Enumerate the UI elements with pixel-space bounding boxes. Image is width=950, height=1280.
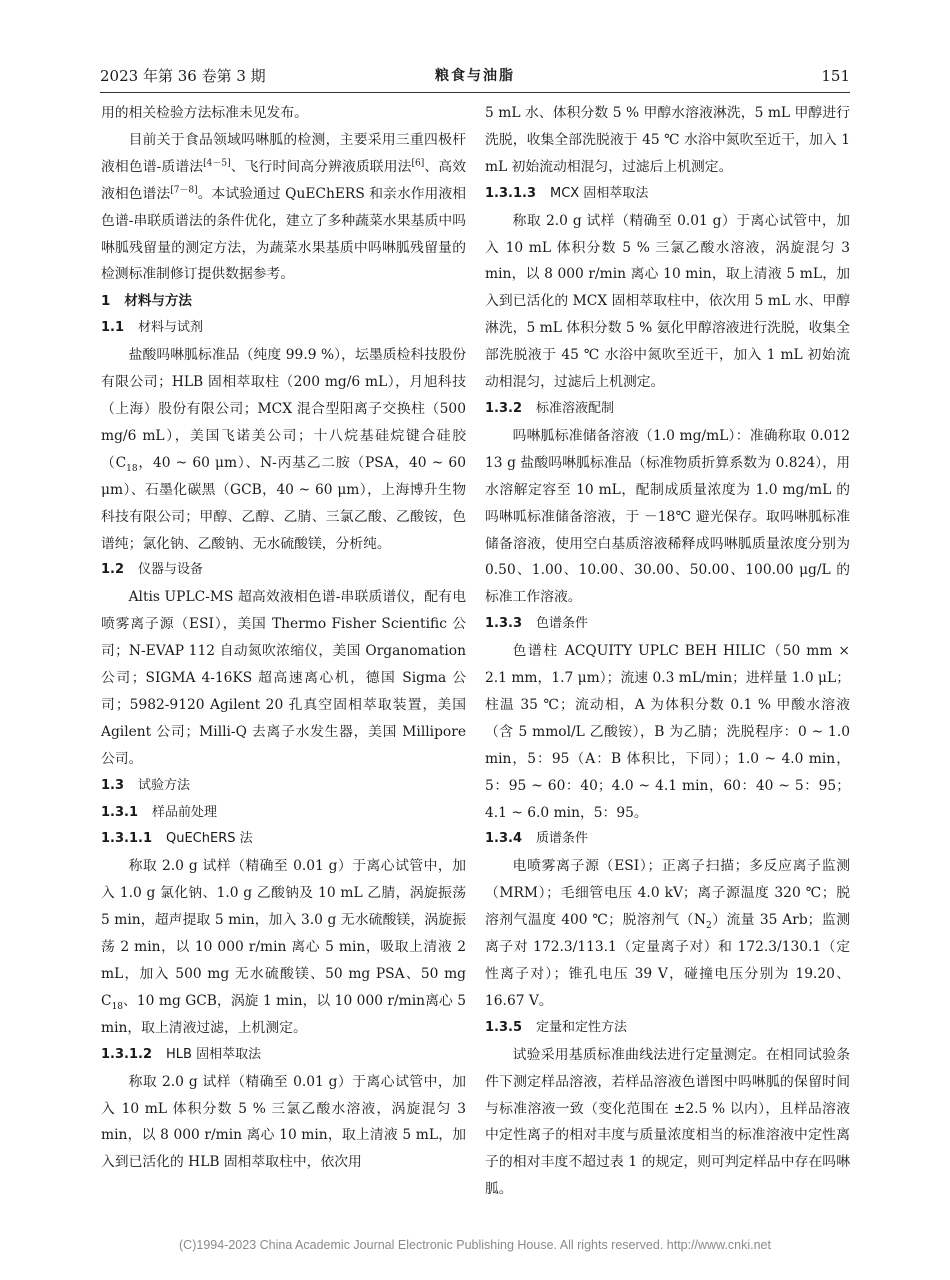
paragraph-chromatography: 色谱柱 ACQUITY UPLC BEH HILIC（50 mm × 2.1 mm，1.7 μm）；流速 0.3 mL/min；进样量 1.0 μL；柱温 35 ℃；流动相，A 为体积分数 0.1 % 甲酸水溶液（含 5 mmol/L 乙酸铵），B 为乙腈；洗脱程序：0 ~ 1.0 min，5：95（A：B 体积比，下同）；1.0 ~ 4.0 min，5：95 ~ 60：40；4.0 ~ 4.1 min，60：40 ~ 5：95；4.1 ~ 6.0 min，5：95。: [485, 643, 850, 821]
paragraph-quechers: 称取 2.0 g 试样（精确至 0.01 g）于离心试管中，加入 1.0 g 氯化钠、1.0 g 乙酸钠及 10 mL 乙腈，涡旋振荡 5 min，超声提取 5 min，加入 3.0 g 无水硫酸镁，涡旋振荡 2 min，以 10 000 r/min 离心 5 min，吸取上清液 2 mL，加入 500 mg 无水硫酸镁、50 mg PSA、50 mg $C_{18}$、10 mg GCB，涡旋 1 min，以 10 000 r/min离心 5 min，取上清液过滤，上机测定。: [101, 858, 466, 1036]
citation: [4－5]: [203, 158, 231, 169]
paragraph-continued: 用的相关检验方法标准未见发布。: [101, 105, 308, 121]
citation: [7－8]: [170, 185, 198, 196]
running-header: [100, 62, 850, 90]
paragraph-instruments: Altis UPLC-MS 超高效液相色谱-串联质谱仪，配有电喷雾离子源（ESI），美国 Thermo Fisher Scientific 公司；N-EVAP 112 自动氮吹浓缩仪，美国 Organomation 公司；SIGMA 4-16KS 超高速离心机，德国 Sigma 公司；5982-9120 Agilent 20 孔真空固相萃取装置，美国 Agilent 公司；Milli-Q 去离子水发生器，美国 Millipore 公司。: [101, 589, 466, 767]
section-heading: 1 材料与方法: [101, 293, 192, 310]
subsection-heading: 1.2 仪器与设备: [101, 562, 204, 578]
paragraph-standard-solution: 吗啉胍标准储备溶液（1.0 mg/mL）：准确称取 0.012 13 g 盐酸吗啉胍标准品（标准物质折算系数为 0.824），用水溶解定容至 10 mL，配制成质量浓度为 1.0 mg/mL 的吗啉呱标准储备溶液，于 －18℃ 避光保存。取吗啉胍标准储备溶液，使用空白基质溶液稀释成吗啉胍质量浓度分别为 0.50、1.00、10.00、30.00、50.00、100.00 μg/L 的标准工作溶液。: [485, 427, 850, 606]
paragraph-intro: 目前关于食品领域吗啉胍的检测，主要采用三重四极杆液相色谱-质谱法[4－5]、飞行时间高分辨液质联用法[6]、高效液相色谱法[7－8]。本试验通过 QuEChERS 和亲水作用液相色谱-串联质谱法的条件优化，建立了多种蔬菜水果基质中吗啉胍残留量的测定方法，为蔬菜水果基质中吗啉胍残留量的检测标准制修订提供数据参考。: [101, 131, 467, 283]
left-column: [101, 100, 466, 1176]
journal-name: 粮食与油脂: [435, 68, 515, 84]
subsubsection-heading: 1.3.4 质谱条件: [485, 831, 589, 847]
paragraph-mcx: 称取 2.0 g 试样（精确至 0.01 g）于离心试管中，加入 10 mL 体积分数 5 % 三氯乙酸水溶液，涡旋混匀 3 min，以 8 000 r/min 离心 10 min，取上清液 5 mL，加入到已活化的 MCX 固相萃取柱中，依次用 5 mL 水、甲醇淋洗，5 mL 体积分数 5 % 氨化甲醇溶液进行洗脱，收集全部洗脱液于 45 ℃ 水浴中氮吹至近干，加入 1 mL 初始流动相混匀，过滤后上机测定。: [485, 212, 850, 391]
paragraph-heading: 1.3.1.2 HLB 固相萃取法: [101, 1046, 262, 1062]
page-number: 151: [821, 67, 850, 85]
header-rule: [100, 92, 850, 93]
right-column: [485, 100, 850, 1203]
citation: [6]: [411, 158, 425, 169]
copyright-footer: (C)1994-2023 China Academic Journal Electronic Publishing House. All rights reserved. http://www.cnki.net: [179, 1238, 771, 1252]
paragraph-heading: 1.3.1.1 QuEChERS 法: [101, 831, 253, 847]
subsubsection-heading: 1.3.1 样品前处理: [101, 804, 218, 820]
subsection-heading: 1.1 材料与试剂: [101, 320, 204, 336]
subsubsection-heading: 1.3.3 色谱条件: [485, 616, 589, 632]
paragraph-hlb: 称取 2.0 g 试样（精确至 0.01 g）于离心试管中，加入 10 mL 体积分数 5 % 三氯乙酸水溶液，涡旋混匀 3 min，以 8 000 r/min 离心 10 min，取上清液 5 mL，加入到已活化的 HLB 固相萃取柱中，依次用: [101, 1073, 466, 1171]
paragraph-heading: 1.3.1.3 MCX 固相萃取法: [485, 185, 649, 201]
subsubsection-heading: 1.3.5 定量和定性方法: [485, 1019, 628, 1035]
subsubsection-heading: 1.3.2 标准溶液配制: [485, 400, 615, 416]
paragraph-mass-spec: 电喷雾离子源（ESI）；正离子扫描；多反应离子监测（MRM）；毛细管电压 4.0 kV；离子源温度 320 ℃；脱溶剂气温度 400 ℃；脱溶剂气$(N_2)$流量 35 Arb；监测离子对 172.3/113.1（定量离子对）和 172.3/130.1（定性离子对）；锥孔电压 39 V，碰撞电压分别为 19.20、16.67 V。: [485, 858, 850, 1009]
subsection-heading: 1.3 试验方法: [101, 777, 191, 793]
paragraph-materials: 盐酸吗啉胍标准品（纯度 99.9 %），坛墨质检科技股份有限公司；HLB 固相萃取柱（200 mg/6 mL），月旭科技（上海）股份有限公司；MCX 混合型阳离子交换柱（500 mg/6 mL），美国飞诺美公司；十八烷基硅烷键合硅胶（$C_{18}$，40 ~ 60 μm）、N-丙基乙二胺（PSA，40 ~ 60 μm）、石墨化碳黑（GCB，40 ~ 60 μm），上海博升生物科技有限公司；甲醇、乙醇、乙腈、三氯乙酸、乙酸铵，色谱纯；氯化钠、乙酸钠、无水硫酸镁，分析纯。: [101, 347, 466, 552]
issue-info: 2023 年第 36 卷第 3 期: [100, 67, 266, 85]
paragraph-quantification: 试验采用基质标准曲线法进行定量测定。在相同试验条件下测定样品溶液，若样品溶液色谱图中吗啉胍的保留时间与标准溶液一致（变化范围在 ±2.5 % 以内），且样品溶液中定性离子的相对丰度与质量浓度相当的标准溶液中定性离子的相对丰度不超过表 1 的规定，则可判定样品中存在吗啉胍。: [485, 1046, 850, 1198]
paragraph-hlb-continued: 5 mL 水、体积分数 5 % 甲醇水溶液淋洗，5 mL 甲醇进行洗脱，收集全部洗脱液于 45 ℃ 水浴中氮吹至近干，加入 1 mL 初始流动相混匀，过滤后上机测定。: [485, 105, 850, 175]
